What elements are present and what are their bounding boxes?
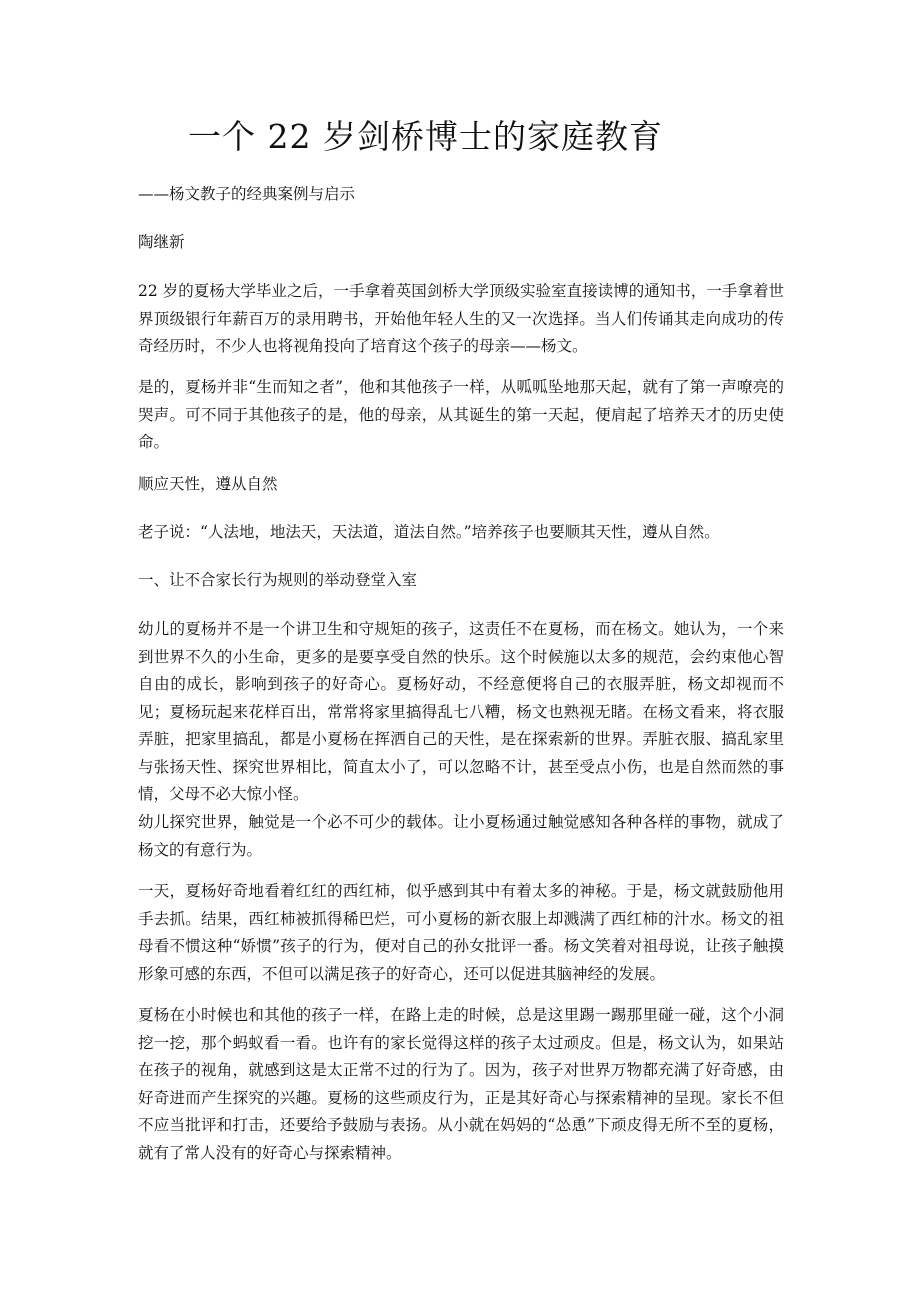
document-subtitle: ——杨文教子的经典案例与启示 [138, 185, 356, 203]
paragraph-laozi-quote: 老子说：“人法地，地法天，天法道，道法自然。”培养孩子也要顺其天性，遵从自然。 [138, 523, 720, 541]
paragraph-nature: 幼儿的夏杨并不是一个讲卫生和守规矩的孩子，这责任不在夏杨，而在杨文。她认为，一个来到世界不久的小生命，更多的是要享受自然的快乐。这个时候施以太多的规范，会约束他心智自由的成长，影响到孩子的好奇心。夏杨好动，不经意便将自己的衣服弄脏，杨文却视而不见；夏杨玩起来花样百出，常常将家里搞得乱七八糟，杨文也熟视无睹。在杨文看来，将衣服弄脏，把家里搞乱，都是小夏杨在挥洒自己的天性，是在探索新的世界。弄脏衣服、搞乱家里与张扬天性、探究世界相比，简直太小了，可以忽略不计，甚至受点小伤，也是自然而然的事情，父母不必大惊小怪。 [138, 620, 784, 803]
paragraph-tomato: 一天，夏杨好奇地看着红红的西红柿，似乎感到其中有着太多的神秘。于是，杨文就鼓励他用手去抓。结果，西红柿被抓得稀巴烂，可小夏杨的新衣服上却溅满了西红柿的汁水。杨文的祖母看不惯这种“娇惯”孩子的行为，便对自己的孙女批评一番。杨文笑着对祖母说，让孩子触摸形象可感的东西，不但可以满足孩子的好奇心，还可以促进其脑神经的发展。 [138, 882, 784, 983]
paragraph-birth: 是的，夏杨并非“生而知之者”，他和其他孩子一样，从呱呱坠地那天起，就有了第一声嘹亮的哭声。可不同于其他孩子的是，他的母亲，从其诞生的第一天起，便肩起了培养天才的历史使命。 [138, 378, 784, 451]
section-heading: 顺应天性，遵从自然 [138, 475, 278, 493]
document-title: 一个 22 岁剑桥博士的家庭教育 [188, 117, 663, 156]
paragraph-touch: 幼儿探究世界，触觉是一个必不可少的载体。让小夏杨通过触觉感知各种各样的事物，就成了杨文的有意行为。 [138, 813, 784, 859]
subsection-heading: 一、让不合家长行为规则的举动登堂入室 [138, 571, 418, 589]
paragraph-curiosity: 夏杨在小时候也和其他的孩子一样，在路上走的时候，总是这里踢一踢那里碰一碰，这个小洞挖一挖，那个蚂蚁看一看。也许有的家长觉得这样的孩子太过顽皮。但是，杨文认为，如果站在孩子的视角，就感到这是太正常不过的行为了。因为，孩子对世界万物都充满了好奇感，由好奇进而产生探究的兴趣。夏杨的这些顽皮行为，正是其好奇心与探索精神的呈现。家长不但不应当批评和打击，还要给予鼓励与表扬。从小就在妈妈的“怂恿”下顽皮得无所不至的夏杨，就有了常人没有的好奇心与探索精神。 [138, 1006, 784, 1162]
document-author: 陶继新 [138, 233, 185, 251]
paragraph-intro: 22 岁的夏杨大学毕业之后，一手拿着英国剑桥大学顶级实验室直接读博的通知书，一手拿着世界顶级银行年薪百万的录用聘书，开始他年轻人生的又一次选择。当人们传诵其走向成功的传奇经历时，不少人也将视角投向了培育这个孩子的母亲——杨文。 [138, 282, 784, 355]
